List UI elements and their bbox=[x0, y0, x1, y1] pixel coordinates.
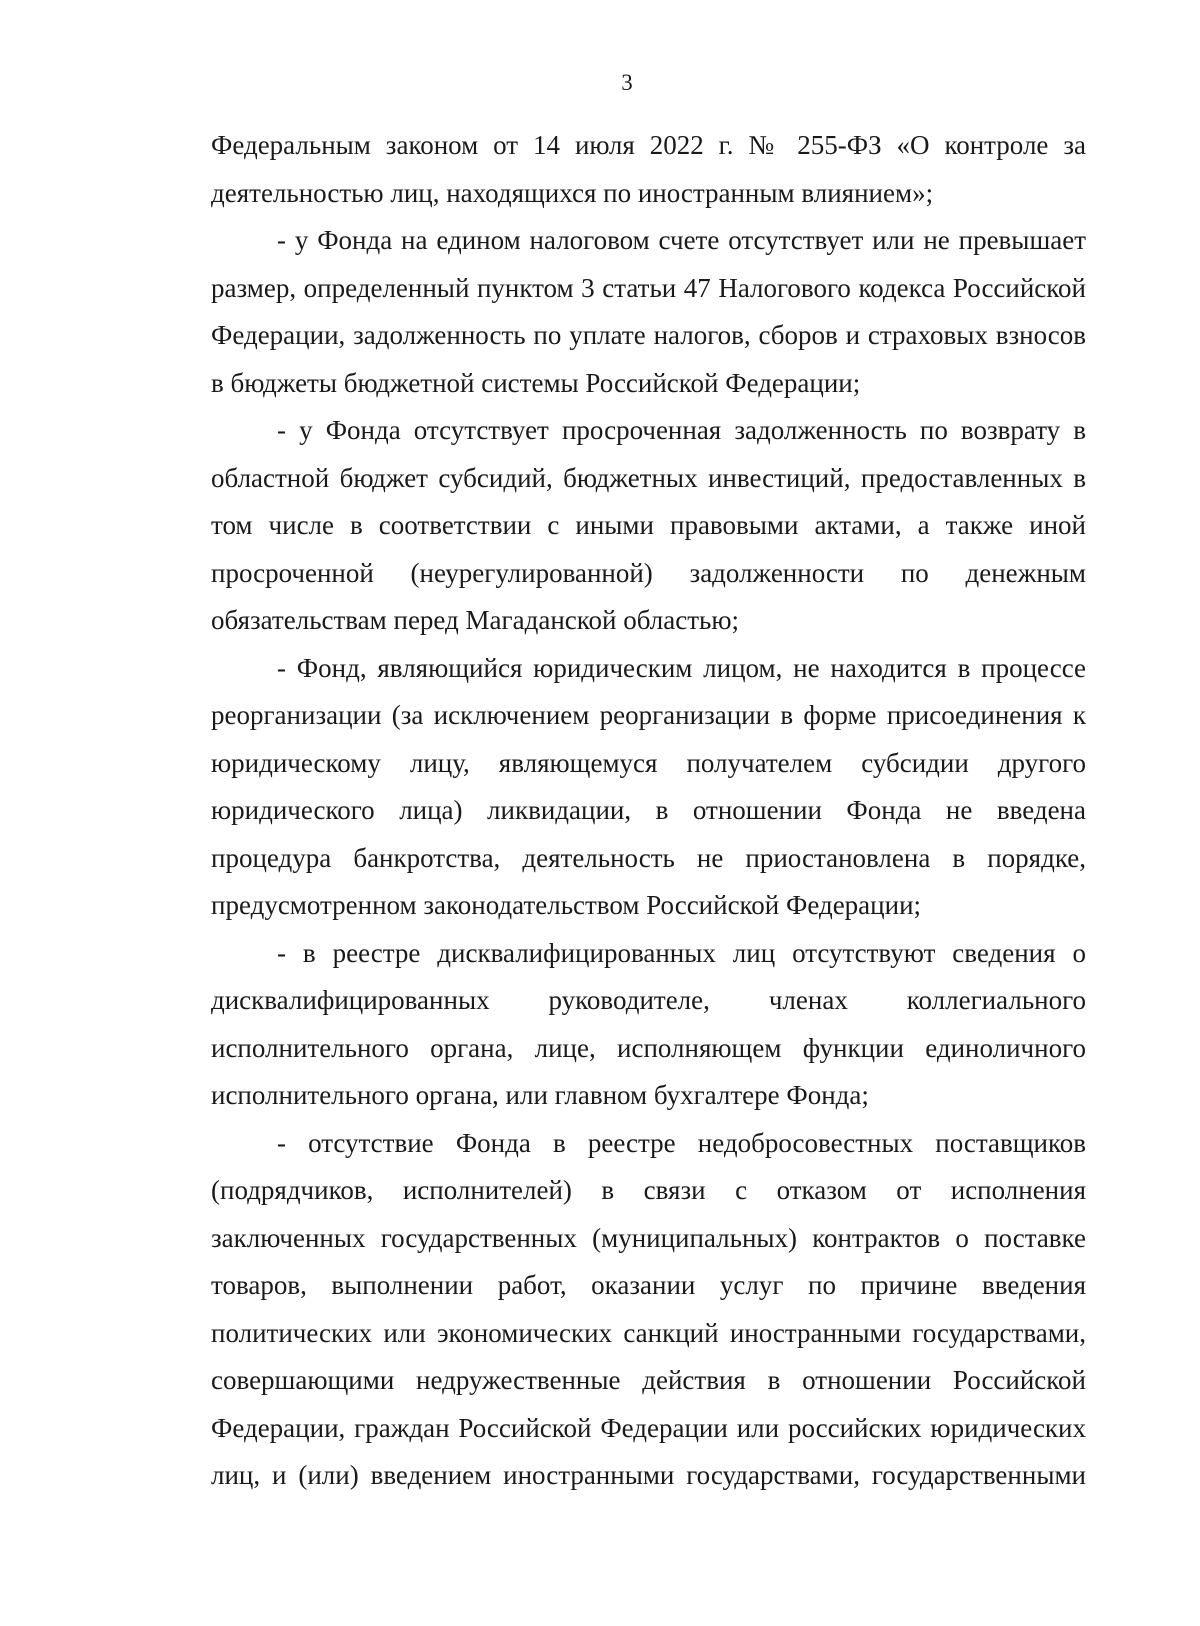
page-number: 3 bbox=[621, 70, 633, 95]
paragraph-overdue-debt: - у Фонда отсутствует просроченная задолженность по возврату в областной бюджет субсидий, бюджетных инвестиций, предоставленных в том числе в соответствии с иными правовыми актами, а также иной просроченной (неурегулированной) задолженности по денежным обязательствам перед Магаданской областью; bbox=[211, 415, 1086, 635]
paragraph-unfair-suppliers: - отсутствие Фонда в реестре недобросовестных поставщиков (подрядчиков, исполнителей) в связи с отказом от исполнения заключенных государственных (муниципальных) контрактов о поставке товаров, выполнении работ, оказании услуг по причине введения политических или экономических санкций иностранными государствами, совершающими недружественные действия в отношении Российской Федерации, граждан Российской Федерации или российских юридических лиц, и (или) введением иностранными государствами, государственными bbox=[211, 1127, 1086, 1490]
paragraph-reorganization: - Фонд, являющийся юридическим лицом, не находится в процессе реорганизации (за исключением реорганизации в форме присоединения к юридическому лицу, являющемуся получателем субсидии другого юридического лица) ликвидации, в отношении Фонда не введена процедура банкротства, деятельность не приостановлена в порядке, предусмотренном законодательством Российской Федерации; bbox=[211, 652, 1086, 920]
paragraph-continuation: Федеральным законом от 14 июля 2022 г. № 255-ФЗ «О контроле за деятельностью лиц, находящихся по иностранным влиянием»; bbox=[211, 130, 1086, 208]
document-body bbox=[211, 122, 1086, 1500]
paragraph-tax-account: - у Фонда на едином налоговом счете отсутствует или не превышает размер, определенный пунктом 3 статьи 47 Налогового кодекса Российской Федерации, задолженность по уплате налогов, сборов и страховых взносов в бюджеты бюджетной системы Российской Федерации; bbox=[211, 225, 1086, 398]
paragraph-disqualified-persons: - в реестре дисквалифицированных лиц отсутствуют сведения о дисквалифицированных руководителе, членах коллегиального исполнительного органа, лице, исполняющем функции единоличного исполнительного органа, или главном бухгалтере Фонда; bbox=[211, 937, 1086, 1110]
